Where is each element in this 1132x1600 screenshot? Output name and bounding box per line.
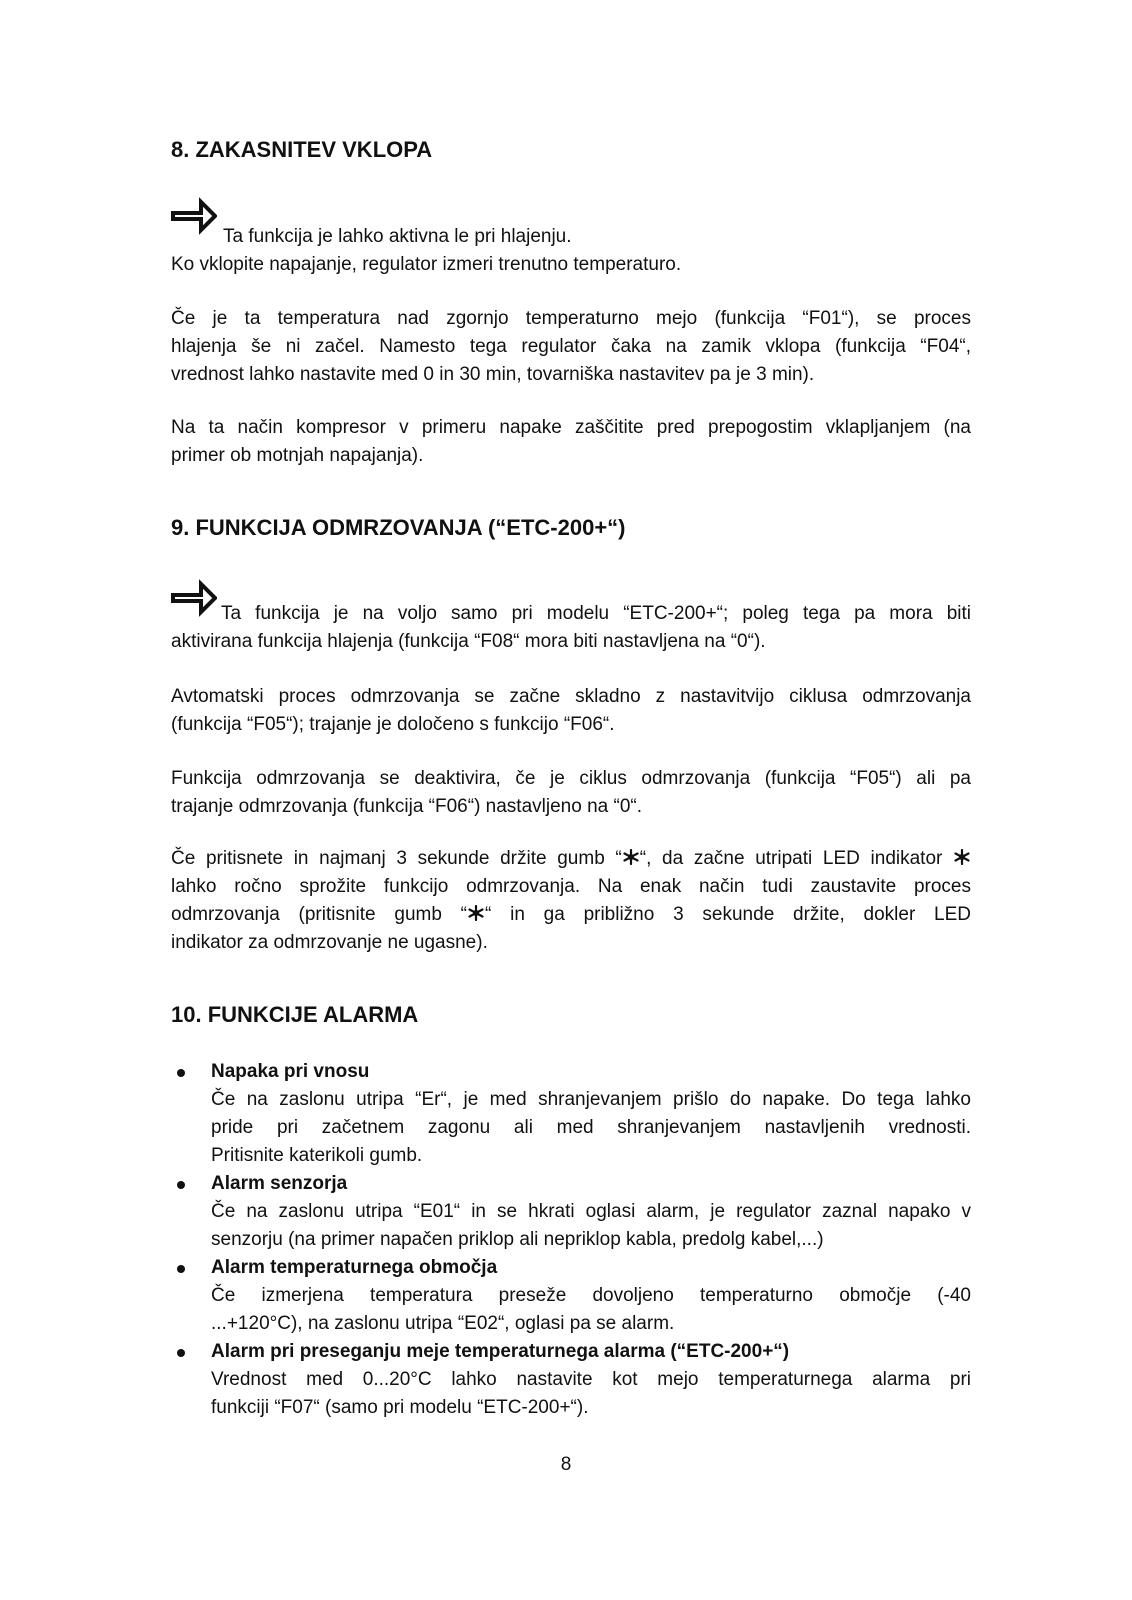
text-line: Če je ta temperatura nad zgornjo temperaturno mejo (funkcija “F01“), se proces [171, 308, 971, 329]
text-line: senzorju (na primer napačen priklop ali nepriklop kabla, predolg kabel,...) [211, 1229, 824, 1250]
snowflake-icon [954, 849, 970, 865]
section-9-heading: 9. FUNKCIJA ODMRZOVANJA (“ETC-200+“) [171, 515, 626, 540]
bullet [177, 1265, 185, 1273]
text-line: Če na zaslonu utripa “Er“, je med shranjevanjem prišlo do napake. Do tega lahko [211, 1089, 971, 1110]
list-item-title: Alarm temperaturnega območja [211, 1257, 498, 1278]
text-line: (funkcija “F05“); trajanje je določeno s funkcijo “F06“. [171, 714, 615, 735]
text-fragment: “ in ga približno 3 sekunde držite, dokler LED [485, 904, 972, 925]
section-10-heading: 10. FUNKCIJE ALARMA [171, 1002, 419, 1027]
text-fragment: “, da začne utripati LED indikator [639, 848, 943, 869]
text-line: hlajenja še ni začel. Namesto tega regulator čaka na zamik vklopa (funkcija “F04“, [171, 336, 971, 357]
text-line: lahko ročno sprožite funkcijo odmrzovanja. Na enak način tudi zaustavite proces [171, 876, 971, 897]
section-8-intro [171, 223, 971, 279]
list-item [171, 1058, 971, 1170]
snowflake-icon [623, 849, 639, 865]
list-item-title: Napaka pri vnosu [211, 1061, 370, 1082]
text-fragment: Če pritisnete in najmanj 3 sekunde držite gumb “ [171, 848, 622, 869]
list-item [171, 1170, 971, 1254]
section-8-heading: 8. ZAKASNITEV VKLOPA [171, 137, 433, 162]
text-line: pride pri začetnem zagonu ali med shranjevanjem nastavljenih vrednosti. [211, 1117, 971, 1138]
section-9-intro [171, 600, 971, 656]
text-line: Na ta način kompresor v primeru napake zaščitite pred prepogostim vklapljanjem (na [171, 417, 971, 438]
text-line: trajanje odmrzovanja (funkcija “F06“) nastavljeno na “0“. [171, 796, 642, 817]
text-line: Ko vklopite napajanje, regulator izmeri trenutno temperaturo. [171, 254, 682, 275]
section-9-paragraph-3 [171, 765, 971, 821]
text-line: Če izmerjena temperatura preseže dovoljeno temperaturno območje (-40 [211, 1285, 971, 1306]
text-line [171, 845, 971, 873]
text-fragment: odmrzovanja (pritisnite gumb “ [171, 904, 468, 925]
text-line: Ta funkcija je na voljo samo pri modelu “ETC-200+“; poleg tega pa mora biti [221, 603, 971, 624]
section-9-paragraph-2 [171, 683, 971, 739]
alarm-list [171, 1058, 971, 1422]
text-line: aktivirana funkcija hlajenja (funkcija “F08“ mora biti nastavljena na “0“). [171, 631, 766, 652]
list-item-title: Alarm pri preseganju meje temperaturnega alarma (“ETC-200+“) [211, 1341, 790, 1362]
list-item [171, 1338, 971, 1422]
bullet [177, 1181, 185, 1189]
bullet [177, 1349, 185, 1357]
bullet [177, 1069, 185, 1077]
list-item [171, 1254, 971, 1338]
text-line: ...+120°C), na zaslonu utripa “E02“, oglasi pa se alarm. [211, 1313, 675, 1334]
text-line: funkciji “F07“ (samo pri modelu “ETC-200+“). [211, 1397, 589, 1418]
text-line: vrednost lahko nastavite med 0 in 30 min, tovarniška nastavitev pa je 3 min). [171, 364, 815, 385]
page-number: 8 [560, 1454, 572, 1475]
snowflake-icon [468, 905, 484, 921]
text-line: Pritisnite katerikoli gumb. [211, 1145, 423, 1166]
text-line: Avtomatski proces odmrzovanja se začne skladno z nastavitvijo ciklusa odmrzovanja [171, 686, 971, 707]
text-line: primer ob motnjah napajanja). [171, 445, 424, 466]
section-8-paragraph-2 [171, 305, 971, 389]
text-line: Ta funkcija je lahko aktivna le pri hlajenju. [223, 226, 572, 247]
text-line: Če na zaslonu utripa “E01“ in se hkrati oglasi alarm, je regulator zaznal napako v [211, 1201, 971, 1222]
section-9-paragraph-4 [171, 845, 971, 957]
text-line: Funkcija odmrzovanja se deaktivira, če je ciklus odmrzovanja (funkcija “F05“) ali pa [171, 768, 971, 789]
text-line: indikator za odmrzovanje ne ugasne). [171, 932, 488, 953]
text-line: Vrednost med 0...20°C lahko nastavite kot mejo temperaturnega alarma pri [211, 1369, 971, 1390]
section-8-paragraph-3 [171, 414, 971, 470]
text-line [171, 901, 971, 929]
list-item-title: Alarm senzorja [211, 1173, 348, 1194]
